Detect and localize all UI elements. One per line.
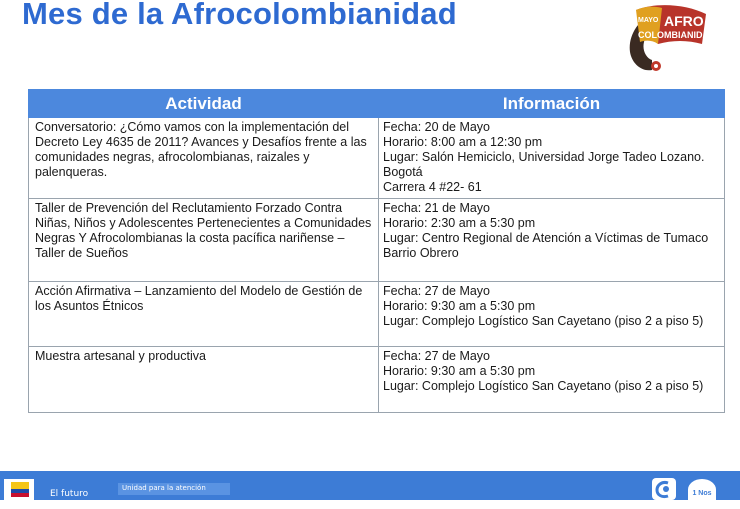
info-horario: Horario: 9:30 am a 5:30 pm — [383, 364, 536, 378]
info-cell — [379, 199, 725, 282]
footer-motto: El futuro — [50, 489, 89, 499]
info-lugar: Lugar: Salón Hemiciclo, Universidad Jorge Tadeo Lozano. Bogotá — [383, 150, 705, 179]
info-fecha: Fecha: 21 de Mayo — [383, 201, 491, 215]
page-title: Mes de la Afrocolombianidad — [22, 0, 457, 31]
info-lugar: Lugar: Complejo Logístico San Cayetano (piso 2 a piso 5) — [383, 314, 704, 328]
info-cell — [379, 118, 725, 199]
info-fecha: Fecha: 27 de Mayo — [383, 349, 491, 363]
logo-text-mayo: MAYO — [638, 17, 659, 24]
activities-table — [28, 89, 725, 413]
info-fecha: Fecha: 20 de Mayo — [383, 120, 491, 134]
info-lugar: Lugar: Centro Regional de Atención a Víctimas de Tumaco — [383, 231, 709, 245]
table-row — [29, 282, 725, 347]
info-extra: Barrio Obrero — [383, 246, 459, 260]
info-horario: Horario: 9:30 am a 5:30 pm — [383, 299, 536, 313]
logo-text-afro: AFRO — [664, 13, 704, 29]
activity-cell: Muestra artesanal y productiva — [29, 347, 379, 413]
badge-icon: 1 Nos — [688, 479, 716, 500]
info-lugar: Lugar: Complejo Logístico San Cayetano (piso 2 a piso 5) — [383, 379, 704, 393]
info-extra: Carrera 4 #22- 61 — [383, 180, 482, 194]
afrocolombianidad-logo — [606, 0, 716, 72]
header-actividad: Actividad — [29, 90, 379, 118]
activity-cell: Conversatorio: ¿Cómo vamos con la implementación del Decreto Ley 4635 de 2011? Avances y Desafíos frente a las comunidades negras, afrocolombianas, raizales y palenqueras. — [29, 118, 379, 199]
table-row — [29, 347, 725, 413]
footer-unit-label: Unidad para la atención — [118, 483, 230, 495]
info-fecha: Fecha: 27 de Mayo — [383, 284, 491, 298]
colombia-flag-icon — [4, 479, 34, 500]
table-header-row — [29, 90, 725, 118]
info-cell — [379, 282, 725, 347]
table-row — [29, 199, 725, 282]
info-cell — [379, 347, 725, 413]
info-horario: Horario: 2:30 am a 5:30 pm — [383, 216, 536, 230]
logo-text-colombianidad: COLOMBIANIDAD — [638, 30, 716, 40]
institution-logo-icon — [652, 478, 676, 500]
table-row — [29, 118, 725, 199]
activity-cell: Taller de Prevención del Reclutamiento Forzado Contra Niñas, Niños y Adolescentes Pertenecientes a Comunidades Negras Y Afrocolombianas la costa pacífica nariñense – Taller de Sueños — [29, 199, 379, 282]
info-horario: Horario: 8:00 am a 12:30 pm — [383, 135, 543, 149]
header-informacion: Información — [379, 90, 725, 118]
activity-cell: Acción Afirmativa – Lanzamiento del Modelo de Gestión de los Asuntos Étnicos — [29, 282, 379, 347]
footer-bar — [0, 471, 740, 500]
